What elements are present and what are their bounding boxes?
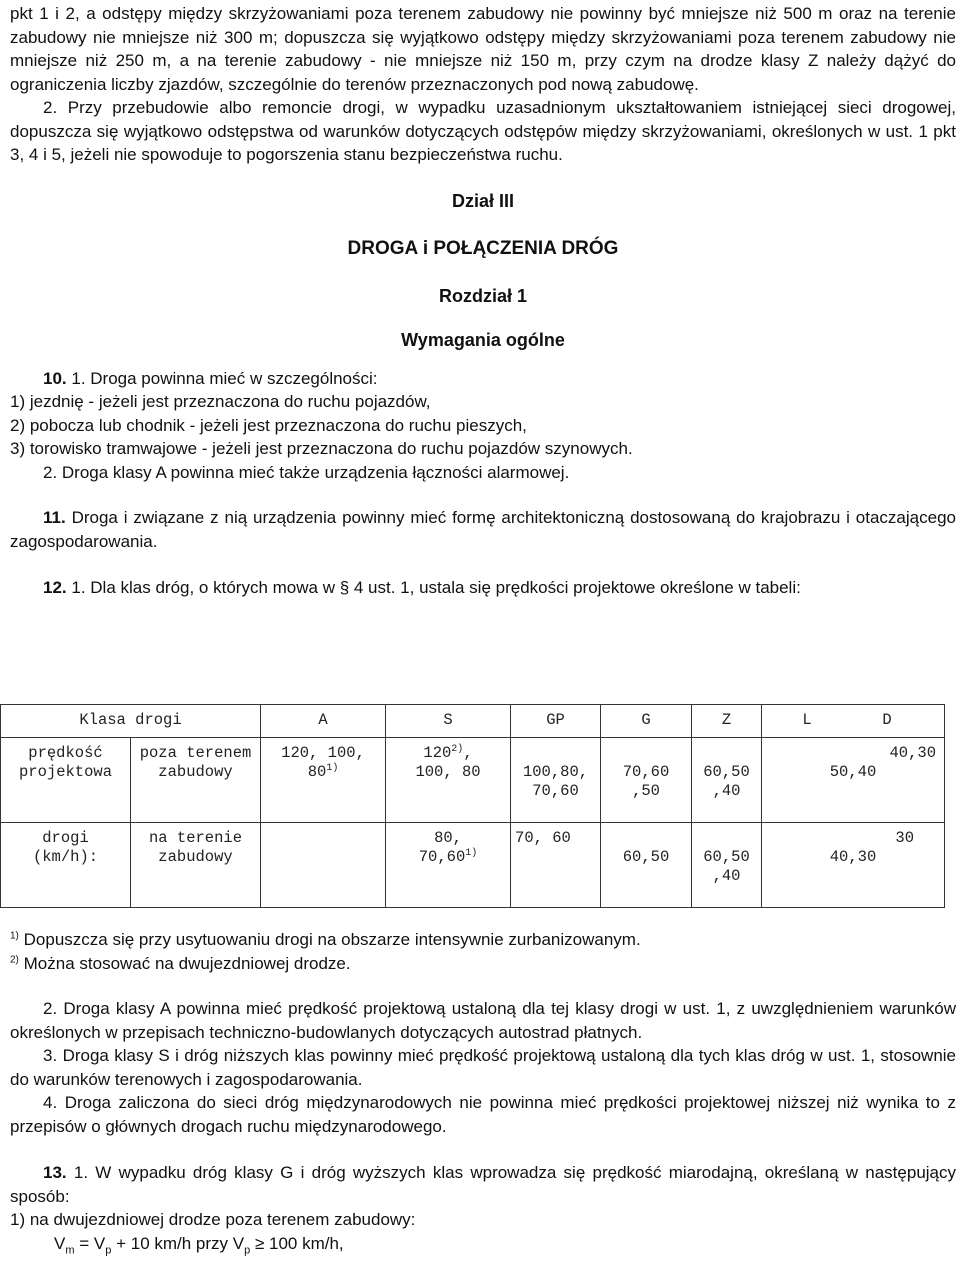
chapter-heading: Rozdział 1 (438, 285, 527, 306)
table-cell: 120, 100, 80$^{1)}$ (261, 738, 386, 823)
document-page (10, 0, 956, 600)
table-header-cell (762, 705, 945, 738)
paragraph: pkt 1 i 2, a odstępy między skrzyżowaniami poza terenem zabudowy nie powinny być mniejsze niż 500 m oraz na terenie zabudowy nie mniejsze niż 300 m; dopuszcza się wyjątkowo odstępy między skrzyżowaniami poza terenem zabudowy nie mniejsze niż 250 m, a na terenie zabudowy - nie mniejsze niż 150 m, przy czym na drodze klasy Z należy dążyć do ograniczenia liczby zjazdów, szczególnie do terenów przeznaczonych pod nową zabudowę. (10, 4, 956, 94)
footnote: $^{1)}$ Dopuszcza się przy usytuowaniu drogi na obszarze intensywnie zurbanizowanym. (10, 930, 641, 949)
table-row (1, 823, 945, 908)
section-11 (10, 506, 956, 553)
table-cell: 70, 60 (511, 823, 601, 908)
table-header-cell: Klasa drogi (1, 705, 261, 738)
list-item: 3) torowisko tramwajowe - jeżeli jest przeznaczona do ruchu pojazdów szynowych. (10, 439, 633, 458)
section-10 (10, 367, 956, 391)
section-12 (10, 576, 956, 600)
table-cell: na terenie zabudowy (131, 823, 261, 908)
section-text: 1. W wypadku dróg klasy G i dróg wyższych klas wprowadza się prędkość miarodajną, określaną w następujący sposób: (10, 1163, 956, 1206)
table-header-cell: L (802, 711, 812, 729)
table-cell: 70,60 ,50 (601, 738, 692, 823)
table-cell: 60,50 ,40 (692, 823, 762, 908)
formula: $V_m = V_p + 10$ km/h przy $V_p \ge 100$ km/h, (54, 1233, 344, 1256)
table-cell: drogi (km/h): (1, 823, 131, 908)
division-title: DROGA i POŁĄCZENIA DRÓG (347, 238, 619, 259)
table-header-cell: S (386, 705, 511, 738)
table-cell: poza terenem zabudowy (131, 738, 261, 823)
section-number: 13. (43, 1163, 67, 1182)
section-number: 11. (43, 508, 66, 527)
paragraph: 2. Droga klasy A powinna mieć także urządzenia łączności alarmowej. (43, 462, 570, 482)
list-item: 1) jezdnię - jeżeli jest przeznaczona do ruchu pojazdów, (10, 392, 431, 411)
paragraph: 2. Przy przebudowie albo remoncie drogi, w wypadku uzasadnionym ukształtowaniem istniejącej sieci drogowej, dopuszcza się wyjątkowo odstępstwa od warunków dotyczących odstępów między skrzyżowaniami, określonych w ust. 1 pkt 3, 4 i 5, jeżeli nie spowoduje to pogorszenia stanu bezpieczeństwa ruchu. (10, 98, 956, 164)
table-header-cell: D (882, 711, 892, 729)
table-cell: 50,40 40,30 (762, 738, 945, 823)
section-13 (10, 1161, 956, 1208)
table-header-cell: GP (511, 705, 601, 738)
division-heading: Dział III (451, 190, 514, 211)
paragraph: 2. Droga klasy A powinna mieć prędkość projektową ustaloną dla tej klasy drogi w ust. 1, z uwzględnieniem warunków określonych w przepisach techniczno-budowlanych dotyczących autostrad płatnych. (10, 999, 956, 1042)
lower-section (10, 928, 956, 1262)
list-item: 1) na dwujezdniowej drodze poza terenem zabudowy: (10, 1210, 416, 1229)
section-number: 12. (43, 578, 67, 597)
paragraph: 3. Droga klasy S i dróg niższych klas powinny mieć prędkość projektową ustaloną dla tych klas dróg w ust. 1, stosownie do warunków terenowych i zagospodarowania. (10, 1046, 956, 1089)
section-10-list (10, 390, 956, 461)
paragraph: 4. Droga zaliczona do sieci dróg międzynarodowych nie powinna mieć prędkości projektowej niższej niż wynika to z przepisów o głównych drogach ruchu międzynarodowego. (10, 1093, 956, 1136)
table-cell (261, 823, 386, 908)
table-cell: prędkość projektowa (1, 738, 131, 823)
section-text: 1. Dla klas dróg, o których mowa w § 4 ust. 1, ustala się prędkości projektowe określone w tabeli: (71, 578, 801, 597)
section-text: 1. Droga powinna mieć w szczególności: (71, 368, 378, 388)
table-header-cell: A (261, 705, 386, 738)
table-cell: 100,80, 70,60 (511, 738, 601, 823)
table-header-cell: Z (692, 705, 762, 738)
table-header-cell: G (601, 705, 692, 738)
table-cell: 40,30 30 (762, 823, 945, 908)
chapter-title: Wymagania ogólne (401, 330, 565, 350)
section-number: 10. (43, 368, 67, 388)
list-item: 2) pobocza lub chodnik - jeżeli jest przeznaczona do ruchu pieszych, (10, 415, 527, 435)
footnote: $^{2)}$ Można stosować na dwujezdniowej drodze. (10, 953, 351, 973)
table-cell: 120$^{2)}$, 100, 80 (386, 738, 511, 823)
table-row (1, 738, 945, 823)
table-cell: 80, 70,60$^{1)}$ (386, 823, 511, 908)
table-cell: 60,50 (601, 823, 692, 908)
table-cell: 60,50 ,40 (692, 738, 762, 823)
speed-table (0, 704, 945, 908)
table-header-row (1, 705, 945, 738)
section-text: Droga i związane z nią urządzenia powinny mieć formę architektoniczną dostosowaną do krajobrazu i otaczającego zagospodarowania. (10, 508, 956, 551)
